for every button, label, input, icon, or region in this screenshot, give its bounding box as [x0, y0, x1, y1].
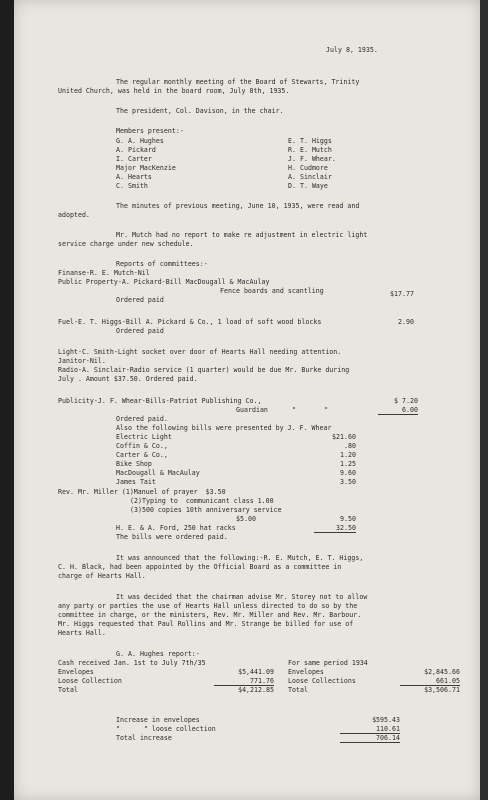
mutch-line-1: Mr. Mutch had no report to make re adjustment in electric light [116, 231, 368, 239]
ordered-paid-2: Ordered paid [116, 327, 164, 335]
miller-subtotal: $5.00 [236, 515, 256, 523]
ford-amount: 32.50 [314, 524, 356, 533]
increase-amount: 110.61 [340, 725, 400, 734]
document-page [14, 0, 480, 800]
member-right-1: E. T. Higgs [288, 137, 332, 145]
guardian-amount: 6.00 [378, 406, 418, 415]
decided-line-4: Mr. Higgs requested that Paul Rollins and Mr. Strange be billed for use of [58, 620, 354, 628]
member-right-6: D. T. Waye [288, 182, 328, 190]
member-left-4: Major MacKenzie [116, 164, 176, 172]
right-row-label: Envelopes [288, 668, 324, 676]
bill-label: James Tait [116, 478, 156, 486]
same-period-header: For same period 1934 [288, 659, 368, 667]
bill-label: Coffin & Co., [116, 442, 168, 450]
meeting-date: July 8, 1935. [326, 46, 378, 54]
member-left-1: G. A. Hughes [116, 137, 164, 145]
increase-label: Increase in envelopes [116, 716, 200, 724]
fence-amount: $17.77 [390, 290, 414, 298]
binding-edge [0, 0, 14, 800]
member-left-2: A. Pickard [116, 146, 156, 154]
light-report: Light-C. Smith-Light socket over door of Hearts Hall needing attention. [58, 348, 342, 356]
fence-item: Fence boards and scantling [220, 287, 324, 295]
bill-amount: 1.25 [340, 460, 356, 468]
miller-line-3: (3)500 copies 10th anniversary service [130, 506, 282, 514]
member-right-4: H. Cudmore [288, 164, 328, 172]
member-right-5: A. Sinclair [288, 173, 332, 181]
member-left-3: I. Carter [116, 155, 152, 163]
finance-report: Finanse-R. E. Mutch-Nil [58, 269, 150, 277]
bill-amount: $21.60 [332, 433, 356, 441]
left-row-label: Envelopes [58, 668, 94, 676]
left-row-label: Total [58, 686, 78, 694]
ford-line: H. E. & A. Ford, 250 hat racks [116, 524, 236, 532]
right-row-amount: 661.05 [400, 677, 460, 686]
announced-line-2: C. H. Black, had been appointed by the Official Board as a committee in [58, 563, 342, 571]
ordered-paid-3: Ordered paid. [116, 415, 168, 423]
bills-ordered-line: The bills were ordered paid. [116, 533, 228, 541]
intro-line-2: United Church, was held in the board room, July 8th, 1935. [58, 87, 290, 95]
increase-amount: 706.14 [340, 734, 400, 743]
right-row-amount: $2,845.66 [424, 668, 460, 676]
bill-label: Carter & Co., [116, 451, 168, 459]
bill-amount: 3.50 [340, 478, 356, 486]
member-right-3: J. F. Whear. [288, 155, 336, 163]
left-row-amount: $4,212.85 [238, 686, 274, 694]
chair-line: The president, Col. Davison, in the chair. [116, 107, 284, 115]
left-row-amount: $5,441.09 [238, 668, 274, 676]
right-row-label: Total [288, 686, 308, 694]
guardian-line: Guardian " " [236, 406, 328, 414]
decided-line-3: committee in charge, or the ministers, Rev. Mr. Miller and Rev. Mr. Barbour. [58, 611, 362, 619]
hughes-report-header: G. A. Hughes report:- [116, 650, 200, 658]
left-row-label: Loose Collection [58, 677, 122, 685]
decided-line-2: any party or parties the use of Hearts Hall unless directed to do so by the [58, 602, 358, 610]
member-left-6: C. Smith [116, 182, 148, 190]
publicity-amount: $ 7.20 [394, 397, 418, 405]
right-row-amount: $3,506.71 [424, 686, 460, 694]
increase-label: " " loose collection [116, 725, 216, 733]
radio-report-2: July . Amount $37.50. Ordered paid. [58, 375, 198, 383]
fuel-amount: 2.90 [398, 318, 414, 326]
decided-line-5: Hearts Hall. [58, 629, 106, 637]
announced-line-3: charge of Hearts Hall. [58, 572, 146, 580]
intro-line-1: The regular monthly meeting of the Board of Stewarts, Trinity [116, 78, 360, 86]
mutch-line-2: service charge under new schedule. [58, 240, 194, 248]
left-row-amount: 771.76 [214, 677, 274, 686]
member-right-2: R. E. Mutch [288, 146, 332, 154]
decided-line-1: It was decided that the chairman advise Mr. Storey not to allow [116, 593, 368, 601]
miller-total: 9.50 [340, 515, 356, 523]
cash-received-header: Cash received Jan. 1st to July 7th/35 [58, 659, 206, 667]
reports-header: Reports of committees:- [116, 260, 208, 268]
increase-amount: $595.43 [372, 716, 400, 724]
public-property-report: Public Property-A. Pickard-Bill MacDougall & MacAulay [58, 278, 270, 286]
bill-label: Electric Light [116, 433, 172, 441]
bill-amount: .80 [344, 442, 356, 450]
right-row-label: Loose Collections [288, 677, 356, 685]
members-header: Members present:- [116, 127, 184, 135]
ordered-paid-1: Ordered paid [116, 296, 164, 304]
fuel-report: Fuel-E. T. Higgs-Bill A. Pickard & Co., 1 load of soft wood blocks [58, 318, 322, 326]
miller-line-1: Rev. Mr. Miller (1)Manuel of prayer $3.50 [58, 488, 226, 496]
bill-label: Bike Shop [116, 460, 152, 468]
also-bills-line: Also the following bills were presented by J. F. Whear [116, 424, 332, 432]
publicity-report: Publicity-J. F. Whear-Bills-Patriot Publishing Co., [58, 397, 262, 405]
minutes-line-2: adopted. [58, 211, 90, 219]
increase-label: Total increase [116, 734, 172, 742]
janitor-report: Janitor-Nil. [58, 357, 106, 365]
minutes-line-1: The minutes of previous meeting, June 10, 1935, were read and [116, 202, 360, 210]
miller-line-2: (2)Typing to communicant class 1.00 [130, 497, 274, 505]
member-left-5: A. Hearts [116, 173, 152, 181]
announced-line-1: It was announced that the following:-R. E. Mutch, E. T. Higgs, [116, 554, 364, 562]
bill-amount: 1.20 [340, 451, 356, 459]
radio-report-1: Radio-A. Sinclair-Radio service (1 quarter) would be due Mr. Burke during [58, 366, 350, 374]
bill-amount: 9.60 [340, 469, 356, 477]
bill-label: MacDougall & MacAulay [116, 469, 200, 477]
